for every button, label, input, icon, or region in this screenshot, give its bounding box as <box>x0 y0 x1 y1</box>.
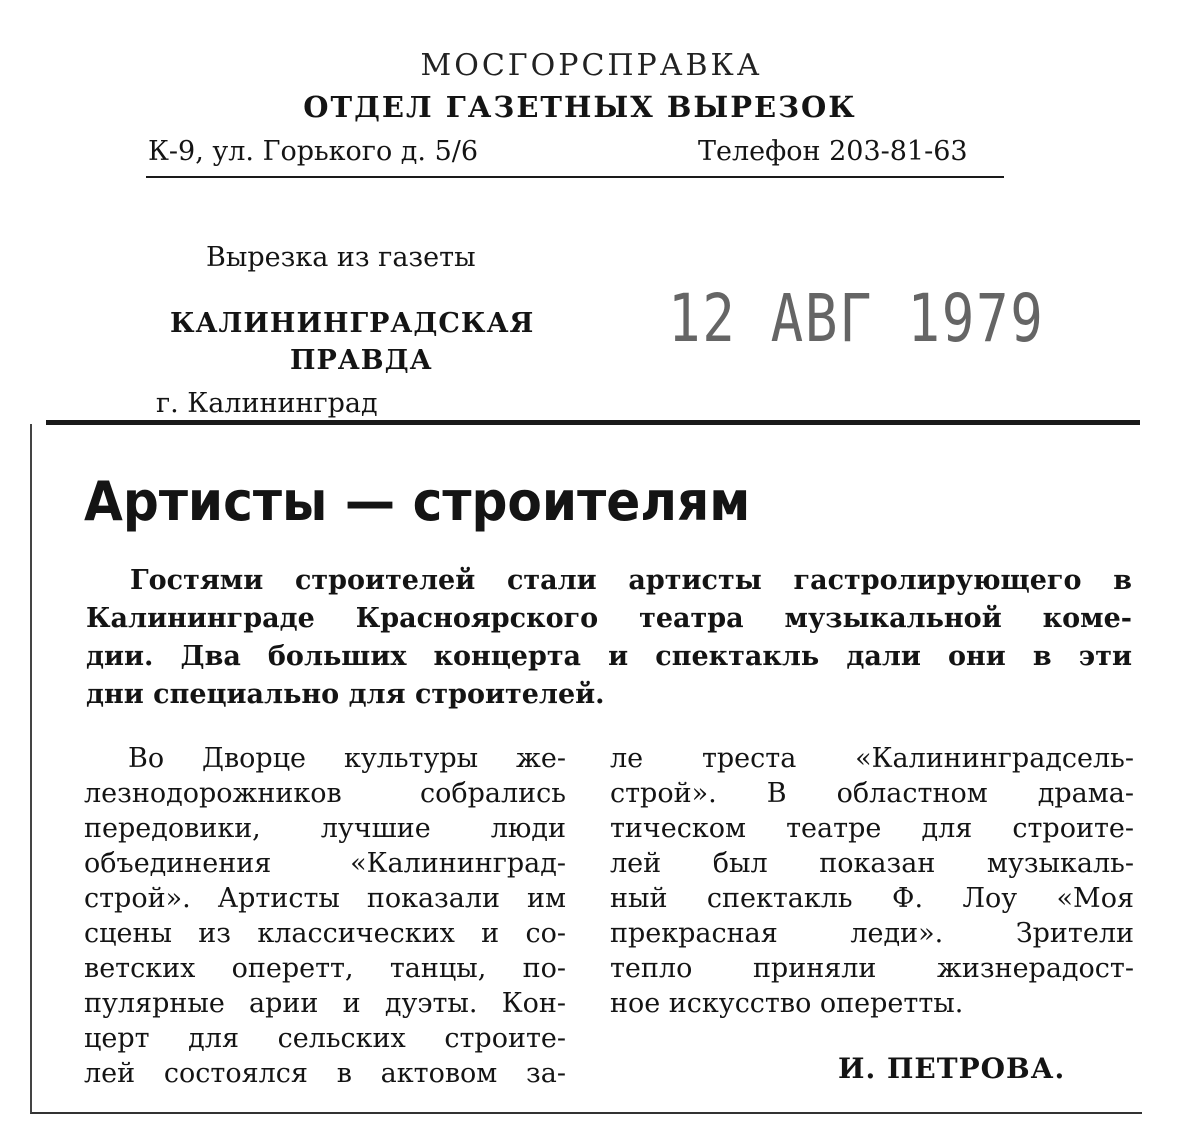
column-line: тепло приняли жизнерадост- <box>610 953 1134 984</box>
column-line: лей был показан музыкаль- <box>610 848 1134 879</box>
newspaper-name-line1: КАЛИНИНГРАДСКАЯ <box>170 308 535 339</box>
article-headline: Артисты — строителям <box>84 470 751 533</box>
date-stamp: 12 АВГ 1979 <box>668 280 1045 357</box>
column-line: тическом театре для строите- <box>610 813 1134 844</box>
cutting-label: Вырезка из газеты <box>206 242 476 273</box>
article-column-1 <box>84 741 566 1091</box>
column-line: объединения «Калининград- <box>84 848 566 879</box>
column-line: строй». В областном драма- <box>610 778 1134 809</box>
column-line: ле треста «Калининградсель- <box>610 743 1134 774</box>
agency-name: МОСГОРСПРАВКА <box>420 48 763 83</box>
article-lead <box>86 562 1132 714</box>
column-line: прекрасная леди». Зрители <box>610 918 1134 949</box>
column-line: пулярные арии и дуэты. Кон- <box>84 988 566 1019</box>
agency-address: К-9, ул. Горького д. 5/6 <box>148 136 479 167</box>
column-line: лей состоялся в актовом за- <box>84 1058 566 1089</box>
column-line: сцены из классических и со- <box>84 918 566 949</box>
lead-line: Гостями строителей стали артисты гастролирующего в <box>130 565 1132 596</box>
column-line: ветских оперетт, танцы, по- <box>84 953 566 984</box>
lead-line: дии. Два больших концерта и спектакль дали они в эти <box>86 641 1132 672</box>
column-line: передовики, лучшие люди <box>84 813 566 844</box>
column-line: ный спектакль Ф. Лоу «Моя <box>610 883 1134 914</box>
column-line: ное искусство оперетты. <box>610 988 964 1019</box>
article-byline: И. ПЕТРОВА. <box>838 1052 1066 1085</box>
column-line: строй». Артисты показали им <box>84 883 566 914</box>
department-name: ОТДЕЛ ГАЗЕТНЫХ ВЫРЕЗОК <box>303 90 857 124</box>
newspaper-name-line2: ПРАВДА <box>290 345 433 376</box>
lead-line: Калининграде Красноярского театра музыкальной коме- <box>86 603 1132 634</box>
agency-phone: Телефон 203-81-63 <box>698 136 968 167</box>
newspaper-city: г. Калининград <box>156 388 378 419</box>
article-column-2 <box>610 741 1134 1021</box>
column-line: церт для сельских строите- <box>84 1023 566 1054</box>
column-line: лезнодорожников собрались <box>84 778 566 809</box>
lead-line: дни специально для строителей. <box>86 679 605 710</box>
header-divider <box>146 176 1004 178</box>
column-line: Во Дворце культуры же- <box>128 743 566 774</box>
